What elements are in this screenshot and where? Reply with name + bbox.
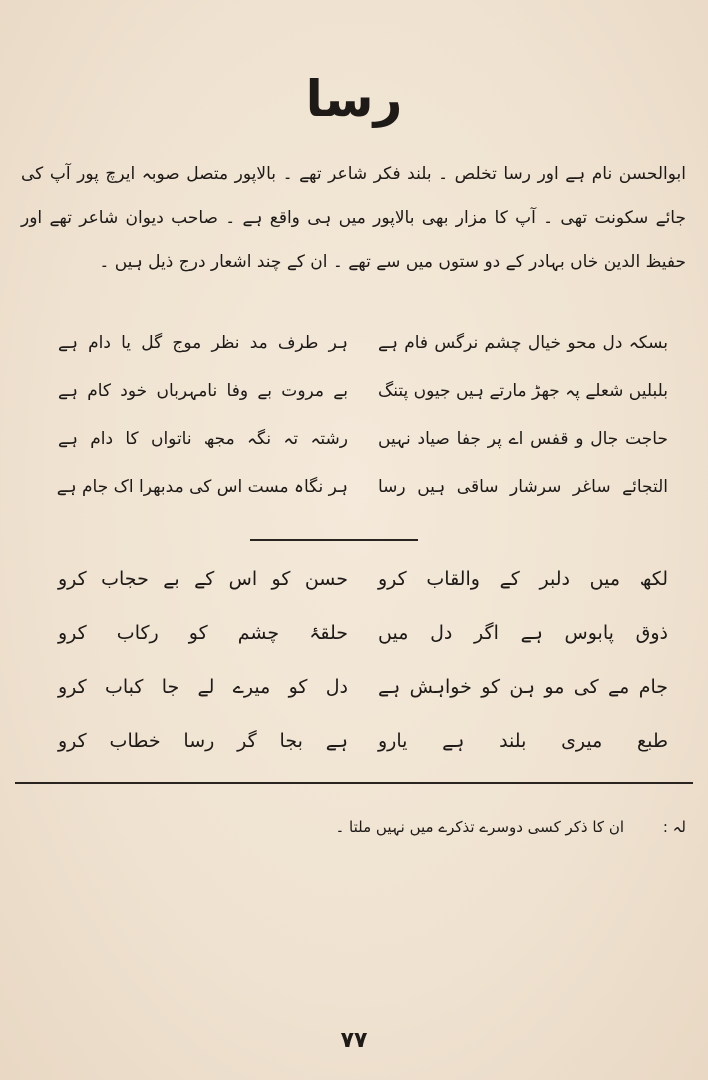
misra-second: دل کو میرے لے جا کباب کرو: [58, 676, 348, 698]
couplet: [58, 606, 668, 660]
misra-first: حاجت جال و قفس اے پر جفا صیاد نہیں: [378, 428, 668, 449]
misra-second: ہر طرف مد نظر موج گل یا دام ہے: [58, 332, 348, 353]
couplet: [58, 366, 668, 414]
couplet: [58, 660, 668, 714]
footnote: [26, 818, 686, 836]
ghazal-two: [58, 552, 668, 768]
misra-second: ہے بجا گر رسا خطاب کرو: [58, 730, 348, 752]
misra-second: حلقۂ چشم کو رکاب کرو: [58, 622, 348, 644]
misra-second: رشتہ تہ نگہ مجھ ناتواں کا دام ہے: [58, 428, 348, 449]
misra-second: بے مروت بے وفا نامہرباں خود کام ہے: [58, 380, 348, 401]
footnote-divider: [15, 782, 693, 784]
couplet: [58, 552, 668, 606]
couplet: [58, 462, 668, 510]
misra-first: بسکہ دل محو خیال چشم نرگس فام ہے: [378, 332, 668, 353]
misra-first: جام مے کی مو ہن کو خواہش ہے: [378, 676, 668, 698]
misra-first: التجائے ساغر سرشار ساقی ہیں رسا: [378, 476, 668, 497]
misra-first: طبع میری بلند ہے یارو: [378, 730, 668, 752]
misra-first: ذوق پابوس ہے اگر دل میں: [378, 622, 668, 644]
footnote-text: ان کا ذکر کسی دوسرے تذکرے میں نہیں ملتا ۔: [335, 818, 624, 836]
page-title: رسا: [305, 70, 403, 128]
misra-second: حسن کو اس کے بے حجاب کرو: [58, 568, 348, 590]
misra-first: بلبلیں شعلے پہ جھڑ مارتے ہیں جیوں پتنگ: [378, 380, 668, 401]
misra-first: لکھ میں دلبر کے والقاب کرو: [378, 568, 668, 590]
couplet: [58, 318, 668, 366]
page-number: ۷۷: [340, 1028, 368, 1053]
intro-paragraph: ابوالحسن نام ہے اور رسا تخلص ۔ بلند فکر شاعر تھے ۔ بالاپور متصل صوبہ ایرچ پور آپ کی جائے سکونت تھی ۔ آپ کا مزار بھی بالاپور میں ہی واقع ہے ۔ صاحب دیوان شاعر تھے اور حفیظ الدین خاں بہادر کے دو ستوں میں سے تھے ۔ ان کے چند اشعار درج ذیل ہیں ۔: [21, 164, 686, 272]
couplet: [58, 414, 668, 462]
misra-second: ہر نگاہ مست اس کی مدبھرا اک جام ہے: [56, 476, 348, 497]
couplet: [58, 714, 668, 768]
section-divider: [250, 539, 418, 541]
ghazal-one: [58, 318, 668, 510]
footnote-marker: لہ :: [662, 818, 686, 836]
